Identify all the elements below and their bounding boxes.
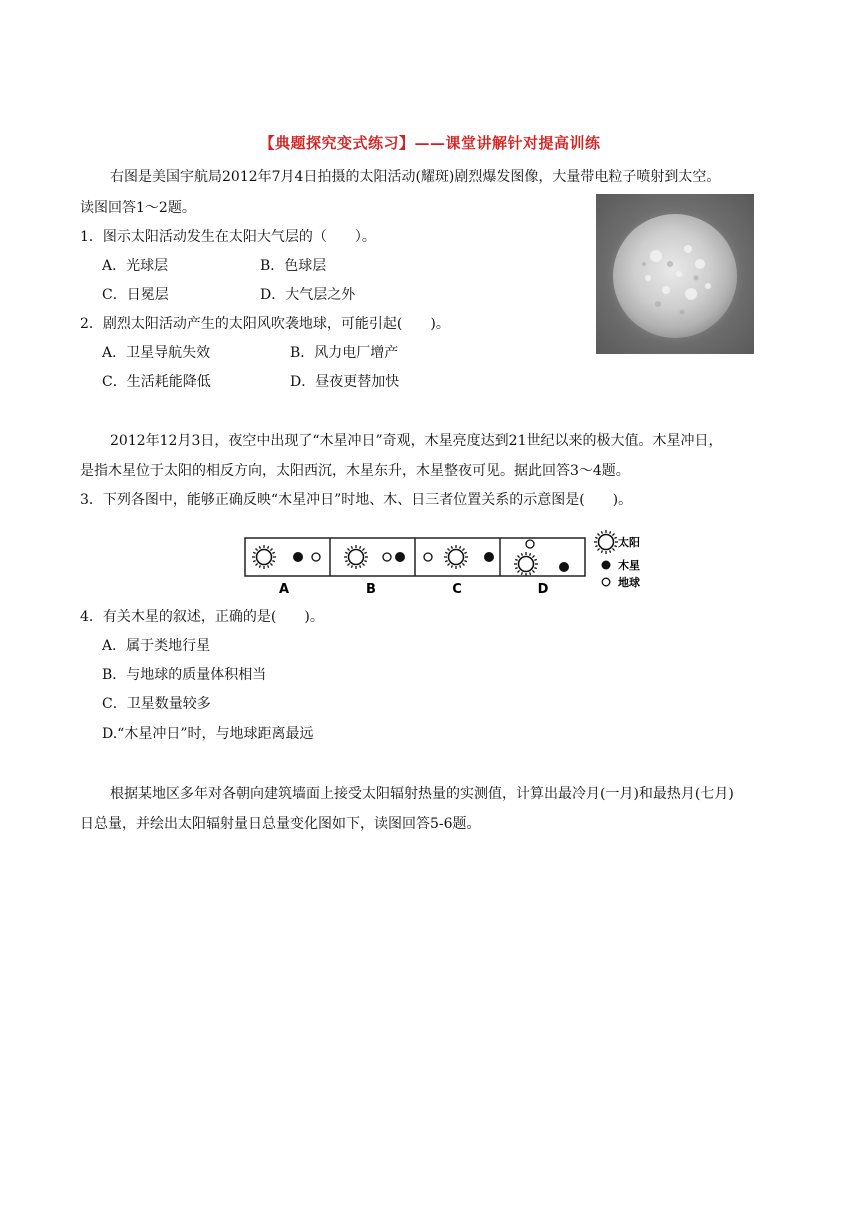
intro-paragraph-2-line-1: 2012年12月3日，夜空中出现了“木星冲日”奇观，木星亮度达到21世纪以来的极大值。木星冲日， — [110, 433, 723, 449]
question-2-option-c: C．生活耗能降低 — [102, 374, 211, 390]
jupiter-icon — [395, 552, 405, 562]
question-2-option-d: D．昼夜更替加快 — [290, 374, 400, 390]
earth-icon — [602, 578, 610, 586]
question-4-stem: 4．有关木星的叙述，正确的是( )。 — [80, 609, 324, 625]
earth-icon — [383, 553, 391, 561]
question-2-stem: 2．剧烈太阳活动产生的太阳风吹袭地球，可能引起( )。 — [80, 316, 450, 332]
earth-icon — [312, 553, 320, 561]
diagram-legend — [594, 530, 654, 592]
question-1-option-c: C．日冕层 — [102, 287, 169, 303]
intro-paragraph-3-line-1: 根据某地区多年对各朝向建筑墙面上接受太阳辐射热量的实测值，计算出最冷月(一月)和最热月(七月) — [110, 786, 734, 802]
question-4-option-a: A．属于类地行星 — [102, 638, 211, 654]
sun-icon — [596, 194, 754, 354]
legend-earth-label: 地球 — [618, 576, 640, 589]
earth-icon — [424, 553, 432, 561]
earth-icon — [526, 540, 534, 548]
panel-label-c: C — [452, 582, 462, 597]
intro-paragraph-2-line-2: 是指木星位于太阳的相反方向，太阳西沉，木星东升，木星整夜可见。据此回答3～4题。 — [80, 463, 630, 479]
intro-paragraph-3-line-2: 日总量，并绘出太阳辐射量日总量变化图如下，读图回答5-6题。 — [80, 816, 481, 832]
question-2-option-a: A．卫星导航失效 — [102, 345, 211, 361]
question-1-option-d: D．大气层之外 — [260, 287, 356, 303]
question-1-option-b: B．色球层 — [260, 258, 327, 274]
question-1-stem: 1．图示太阳活动发生在太阳大气层的（ ）。 — [80, 229, 376, 245]
jupiter-icon — [293, 552, 303, 562]
question-1-option-a: A．光球层 — [102, 258, 169, 274]
jupiter-icon — [484, 552, 494, 562]
page-title: 【典题探究变式练习】——课堂讲解针对提高训练 — [259, 134, 601, 152]
legend-jupiter-label: 木星 — [618, 559, 640, 572]
question-4-option-c: C．卫星数量较多 — [102, 696, 211, 712]
panel-label-a: A — [278, 582, 290, 597]
jupiter-icon — [559, 562, 569, 572]
panel-label-d: D — [537, 582, 549, 597]
intro-paragraph-1-line-2: 读图回答1～2题。 — [80, 200, 196, 216]
legend-sun-label: 太阳 — [618, 536, 640, 549]
panel-label-b: B — [366, 582, 376, 597]
question-2-option-b: B．风力电厂增产 — [290, 345, 399, 361]
question-4-option-d: D.“木星冲日”时，与地球距离最远 — [102, 726, 314, 742]
jupiter-icon — [602, 561, 611, 570]
sun-jupiter-earth-diagram — [244, 536, 586, 600]
question-4-option-b: B．与地球的质量体积相当 — [102, 667, 267, 683]
solar-flare-image — [596, 194, 754, 354]
question-3-stem: 3．下列各图中，能够正确反映“木星冲日”时地、木、日三者位置关系的示意图是( )。 — [80, 492, 633, 508]
intro-paragraph-1-line-1: 右图是美国宇航局2012年7月4日拍摄的太阳活动(耀斑)剧烈爆发图像，大量带电粒子喷射到太空。 — [110, 169, 721, 185]
